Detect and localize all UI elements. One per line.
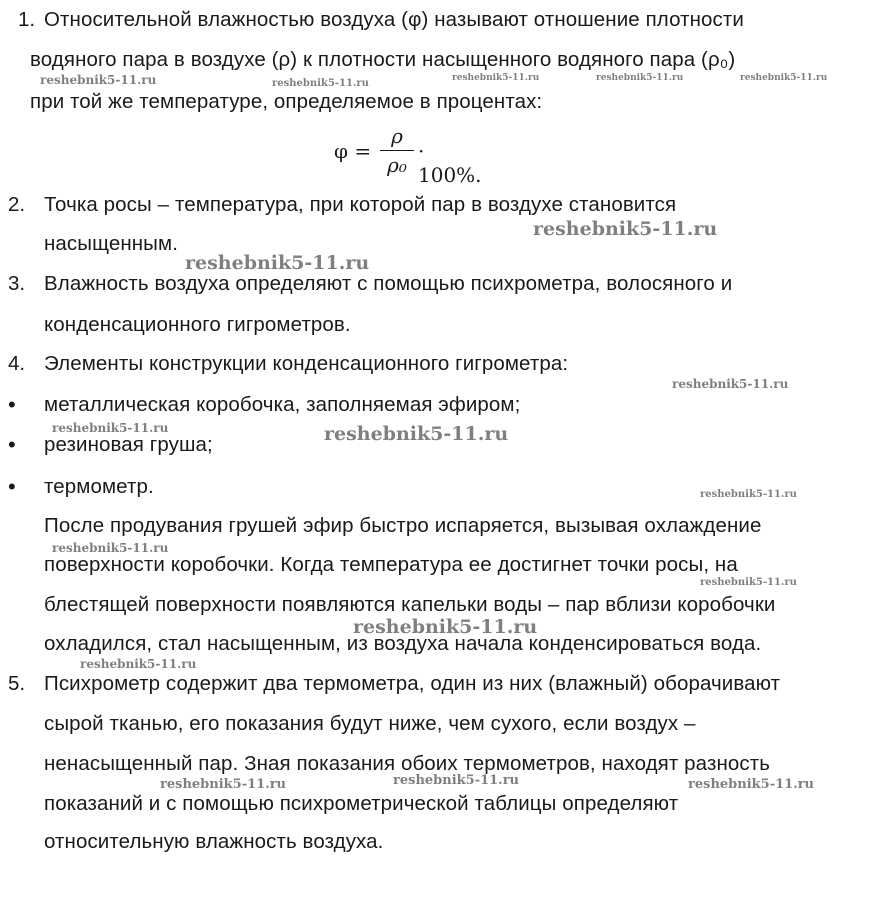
watermark: reshebnik5-11.ru bbox=[353, 616, 538, 638]
item-5-line-5: относительную влажность воздуха. bbox=[44, 830, 384, 853]
bullet-2-marker: • bbox=[8, 432, 16, 457]
watermark: reshebnik5-11.ru bbox=[596, 73, 684, 83]
watermark: reshebnik5-11.ru bbox=[672, 377, 789, 391]
item-5-line-4: показаний и с помощью психрометрической таблицы определяют bbox=[44, 792, 679, 815]
paragraph-line-3: блестящей поверхности появляются капельки воды – пар вблизи коробочки bbox=[44, 593, 776, 616]
watermark: reshebnik5-11.ru bbox=[452, 73, 540, 83]
bullet-3-text: термометр. bbox=[44, 475, 154, 498]
formula-rhs: · 100%. bbox=[418, 139, 482, 187]
watermark: reshebnik5-11.ru bbox=[740, 73, 828, 83]
paragraph-line-4: охладился, стал насыщенным, из воздуха начала конденсироваться вода. bbox=[44, 632, 762, 655]
item-5-line-1: Психрометр содержит два термометра, один из них (влажный) оборачивают bbox=[44, 672, 781, 695]
watermark: reshebnik5-11.ru bbox=[700, 489, 797, 500]
watermark: reshebnik5-11.ru bbox=[393, 773, 520, 788]
watermark: reshebnik5-11.ru bbox=[688, 777, 815, 792]
item-1-line-2: водяного пара в воздухе (ρ) к плотности насыщенного водяного пара (ρ₀) bbox=[30, 48, 736, 71]
bullet-2-text: резиновая груша; bbox=[44, 433, 213, 456]
bullet-3-marker: • bbox=[8, 474, 16, 499]
watermark: reshebnik5-11.ru bbox=[52, 541, 169, 555]
bullet-1-marker: • bbox=[8, 392, 16, 417]
watermark: reshebnik5-11.ru bbox=[533, 218, 718, 240]
formula-numerator: ρ bbox=[391, 124, 403, 148]
item-4-line-1: Элементы конструкции конденсационного гигрометра: bbox=[44, 352, 569, 375]
formula-fraction bbox=[380, 124, 414, 178]
item-1-line-3: при той же температуре, определяемое в процентах: bbox=[30, 90, 543, 113]
item-1-line-1: Относительной влажностью воздуха (φ) называют отношение плотности bbox=[44, 8, 744, 31]
watermark: reshebnik5-11.ru bbox=[272, 78, 369, 89]
item-2-number: 2. bbox=[8, 193, 26, 216]
watermark: reshebnik5-11.ru bbox=[185, 252, 370, 274]
item-2-line-1: Точка росы – температура, при которой пар в воздухе становится bbox=[44, 193, 677, 216]
item-1-number: 1. bbox=[18, 8, 36, 31]
watermark: reshebnik5-11.ru bbox=[324, 423, 509, 445]
watermark: reshebnik5-11.ru bbox=[160, 777, 287, 792]
item-5-number: 5. bbox=[8, 672, 26, 695]
formula-denominator: ρ₀ bbox=[387, 153, 407, 177]
watermark: reshebnik5-11.ru bbox=[40, 73, 157, 87]
item-3-line-1: Влажность воздуха определяют с помощью психрометра, волосяного и bbox=[44, 272, 733, 295]
humidity-formula bbox=[334, 124, 494, 187]
item-4-number: 4. bbox=[8, 352, 26, 375]
bullet-1-text: металлическая коробочка, заполняемая эфиром; bbox=[44, 393, 521, 416]
watermark: reshebnik5-11.ru bbox=[52, 421, 169, 435]
item-3-line-2: конденсационного гигрометров. bbox=[44, 313, 351, 336]
item-3-number: 3. bbox=[8, 272, 26, 295]
paragraph-line-2: поверхности коробочки. Когда температура ее достигнет точки росы, на bbox=[44, 553, 738, 576]
fraction-bar bbox=[380, 150, 414, 151]
item-5-line-3: ненасыщенный пар. Зная показания обоих термометров, находят разность bbox=[44, 752, 770, 775]
formula-lhs: φ = bbox=[334, 139, 372, 163]
paragraph-line-1: После продувания грушей эфир быстро испаряется, вызывая охлаждение bbox=[44, 514, 762, 537]
item-2-line-2: насыщенным. bbox=[44, 232, 179, 255]
watermark: reshebnik5-11.ru bbox=[80, 657, 197, 671]
watermark: reshebnik5-11.ru bbox=[700, 577, 797, 588]
item-5-line-2: сырой тканью, его показания будут ниже, чем сухого, если воздух – bbox=[44, 712, 696, 735]
